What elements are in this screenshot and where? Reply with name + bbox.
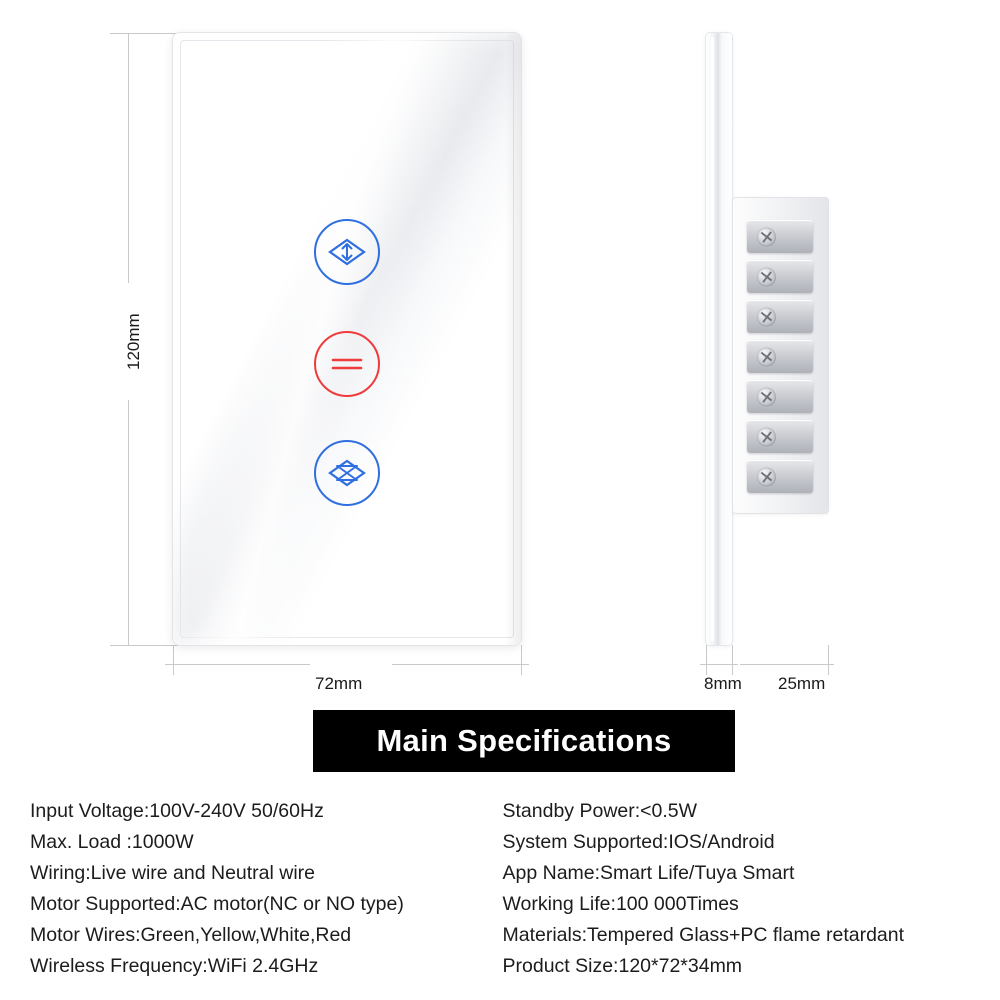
spec-line: Working Life:100 000Times [502,893,739,915]
side-body-housing [733,198,828,513]
side-glass-thickness-label: 8mm [704,674,742,693]
front-left-extension-line [173,645,174,675]
spec-line: System Supported:IOS/Android [502,831,775,853]
screw-icon [757,267,776,286]
terminal-block [747,260,813,293]
terminal-block [747,380,813,413]
front-width-dim-line-right [392,664,529,665]
front-width-label: 72mm [315,674,363,693]
specs-right-column [503,796,976,982]
terminal-block [747,220,813,253]
spec-line: Motor Wires:Green,Yellow,White,Red [30,924,352,946]
side-glass-dim-line [700,664,738,665]
switch-front-panel [173,33,521,645]
terminal-block [747,340,813,373]
hourglass-close-icon [327,458,367,488]
side-glass-left-extension-line [706,645,707,675]
specs-left-column [30,796,503,982]
spec-line: Product Size:120*72*34mm [502,955,743,977]
side-glass-plate [706,33,732,645]
close-curtain-button[interactable] [314,440,380,506]
front-bottom-extension-line [110,645,180,646]
spec-line: Wireless Frequency:WiFi 2.4GHz [30,955,319,977]
switch-side-view [706,33,842,645]
open-curtain-button[interactable] [314,219,380,285]
front-width-dim-line-left [165,664,310,665]
front-height-dim-line-lower [128,400,129,645]
diamond-up-down-arrow-icon [327,237,367,267]
front-height-dim-line-upper [128,33,129,283]
spec-line: Standby Power:<0.5W [502,800,698,822]
side-body-depth-label: 25mm [778,674,826,693]
front-height-label: 120mm [124,313,143,370]
front-top-extension-line [110,33,180,34]
spec-line: Materials:Tempered Glass+PC flame retardant [502,924,905,946]
side-body-right-extension-line [828,645,829,675]
equals-stop-icon [327,351,367,377]
screw-icon [757,427,776,446]
screw-icon [757,387,776,406]
spec-line: Motor Supported:AC motor(NC or NO type) [30,893,404,915]
terminal-block [747,460,813,493]
screw-icon [757,347,776,366]
screw-icon [757,307,776,326]
main-specifications-banner [313,710,735,772]
spec-line: Wiring:Live wire and Neutral wire [30,862,316,884]
terminal-block [747,300,813,333]
terminal-block [747,420,813,453]
side-glass-right-extension-line [732,645,733,675]
spec-line: App Name:Smart Life/Tuya Smart [502,862,795,884]
screw-icon [757,467,776,486]
side-body-dim-line [740,664,834,665]
spec-line: Max. Load :1000W [30,831,194,853]
front-right-extension-line [521,645,522,675]
panel-edge-shadow [505,33,521,645]
screw-icon [757,227,776,246]
spec-line: Input Voltage:100V-240V 50/60Hz [30,800,324,822]
banner-title: Main Specifications [376,723,672,758]
stop-curtain-button[interactable] [314,331,380,397]
specifications-list [30,796,975,982]
